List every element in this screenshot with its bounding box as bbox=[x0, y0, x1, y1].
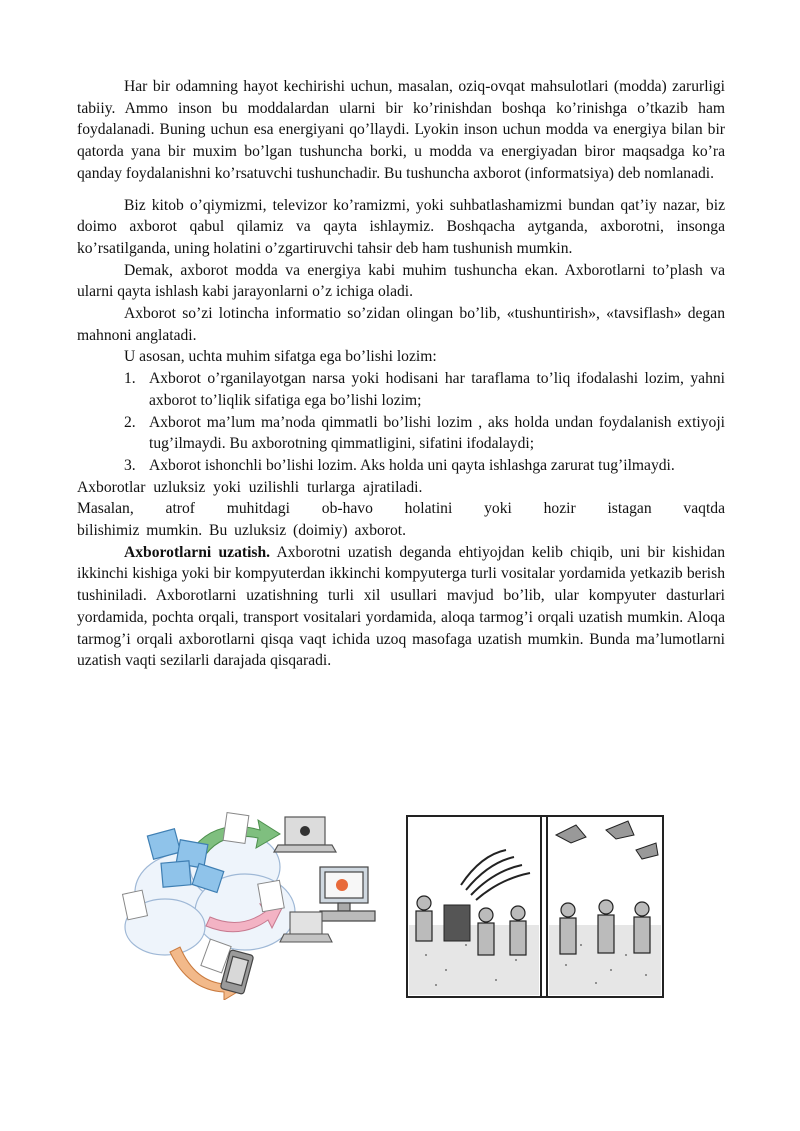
section-heading: Axborotlarni uzatish. bbox=[124, 543, 271, 561]
paragraph-intro: Har bir odamning hayot kechirishi uchun, masalan, oziq-ovqat mahsulotlari (modda) zarurligi tabiiy. Ammo inson bu moddalardan ularni bir ko’rinishdan boshqa ko’rinishga o’tkazib ham foydalanadi. Buning uchun esa energiyani qo’llaydi. Lyokin inson uchun modda va energiya bilan bir qatorda yana bir muxim bo’lgan tushuncha borki, u modda va energiyadan biror maqsadga ko’ra qanday foydalanishni ko’rsatuvchi tushunchadir. Bu tushuncha axborot (informatsiya) deb nomlanadi. bbox=[77, 78, 725, 182]
paragraph-reception: Biz kitob o’qiymizmi, televizor ko’ramizmi, yoki suhbatlashamizmi bundan qat’iy nazar, biz doimo axborot qabul qilamiz va qayta ishlaymiz. Boshqacha aytganda, axborotni, insonga ko’rsatilganda, uning holatini o’zgartiruvchi tahsir deb ham tushunish mumkin. bbox=[77, 196, 725, 257]
list-item bbox=[77, 412, 725, 455]
list-item-text: Axborot ma’lum ma’noda qimmatli bo’lishi lozim , aks holda undan foydalanish extiyoji tug’ilmaydi. Bu axborotning qimmatligini, sifatini ifodalaydi; bbox=[149, 413, 725, 453]
line-example: Masalan, atrof muhitdagi ob-havo holatini yoki hozir istagan vaqtda bbox=[77, 500, 725, 518]
line-continuous: bilishimiz mumkin. Bu uzluksiz (doimiy) axborot. bbox=[77, 522, 407, 540]
list-number: 1. bbox=[124, 370, 136, 388]
figures-area bbox=[0, 812, 800, 1002]
paragraph-transmission bbox=[77, 542, 725, 672]
section-text: Axborotni uzatish deganda ehtiyojdan kelib chiqib, uni bir kishidan ikkinchi kishiga yoki bir kompyuterdan ikkinchi kompyuterga turli vositalar yordamida yetkazib berish tushiniladi. Axborotlarni uzatishning turli xil usullari mavjud bo’lib, ular kompyuter dasturlari yordamida, pochta orqali, transport vositalari yordamida, aloqa tarmog’i orqali uzatish mumkin. Aloqa tarmog’i orqali axborotlarni qisqa vaqt ichida uzoq masofaga uzatish mumkin. Bunda ma’lumotlarni uzatish vaqti sezilarli darajada qisqaradi. bbox=[77, 543, 725, 670]
document-body bbox=[77, 76, 725, 672]
cloud-data-transfer-icon bbox=[120, 812, 390, 1000]
list-number: 3. bbox=[124, 456, 136, 474]
line-types: Axborotlar uzluksiz yoki uzilishli turlarga ajratiladi. bbox=[77, 478, 423, 496]
list-item-text: Axborot ishonchli bo’lishi lozim. Aks holda uni qayta ishlashga zarurat tug’ilmaydi. bbox=[149, 456, 675, 474]
communication-cartoon-icon bbox=[406, 815, 664, 998]
paragraph-conclusion: Demak, axborot modda va energiya kabi muhim tushuncha ekan. Axborotlarni to’plash va ularni qayta ishlash kabi jarayonlarni o’z ichiga oladi. bbox=[77, 261, 725, 301]
list-item bbox=[77, 455, 725, 477]
qualities-list bbox=[77, 368, 725, 477]
paragraph-qualities-intro: U asosan, uchta muhim sifatga ega bo’lishi lozim: bbox=[124, 348, 437, 366]
paragraph-etymology: Axborot so’zi lotincha informatio so’zidan olingan bo’lib, «tushuntirish», «tavsiflash» degan mahnoni anglatadi. bbox=[77, 305, 725, 344]
list-number: 2. bbox=[124, 413, 136, 431]
list-item-text: Axborot o’rganilayotgan narsa yoki hodisani har taraflama to’liq ifodalashi lozim, yahni axborot to’liqlik sifatiga ega bo’lishi lozim; bbox=[149, 370, 725, 409]
list-item bbox=[77, 368, 725, 411]
